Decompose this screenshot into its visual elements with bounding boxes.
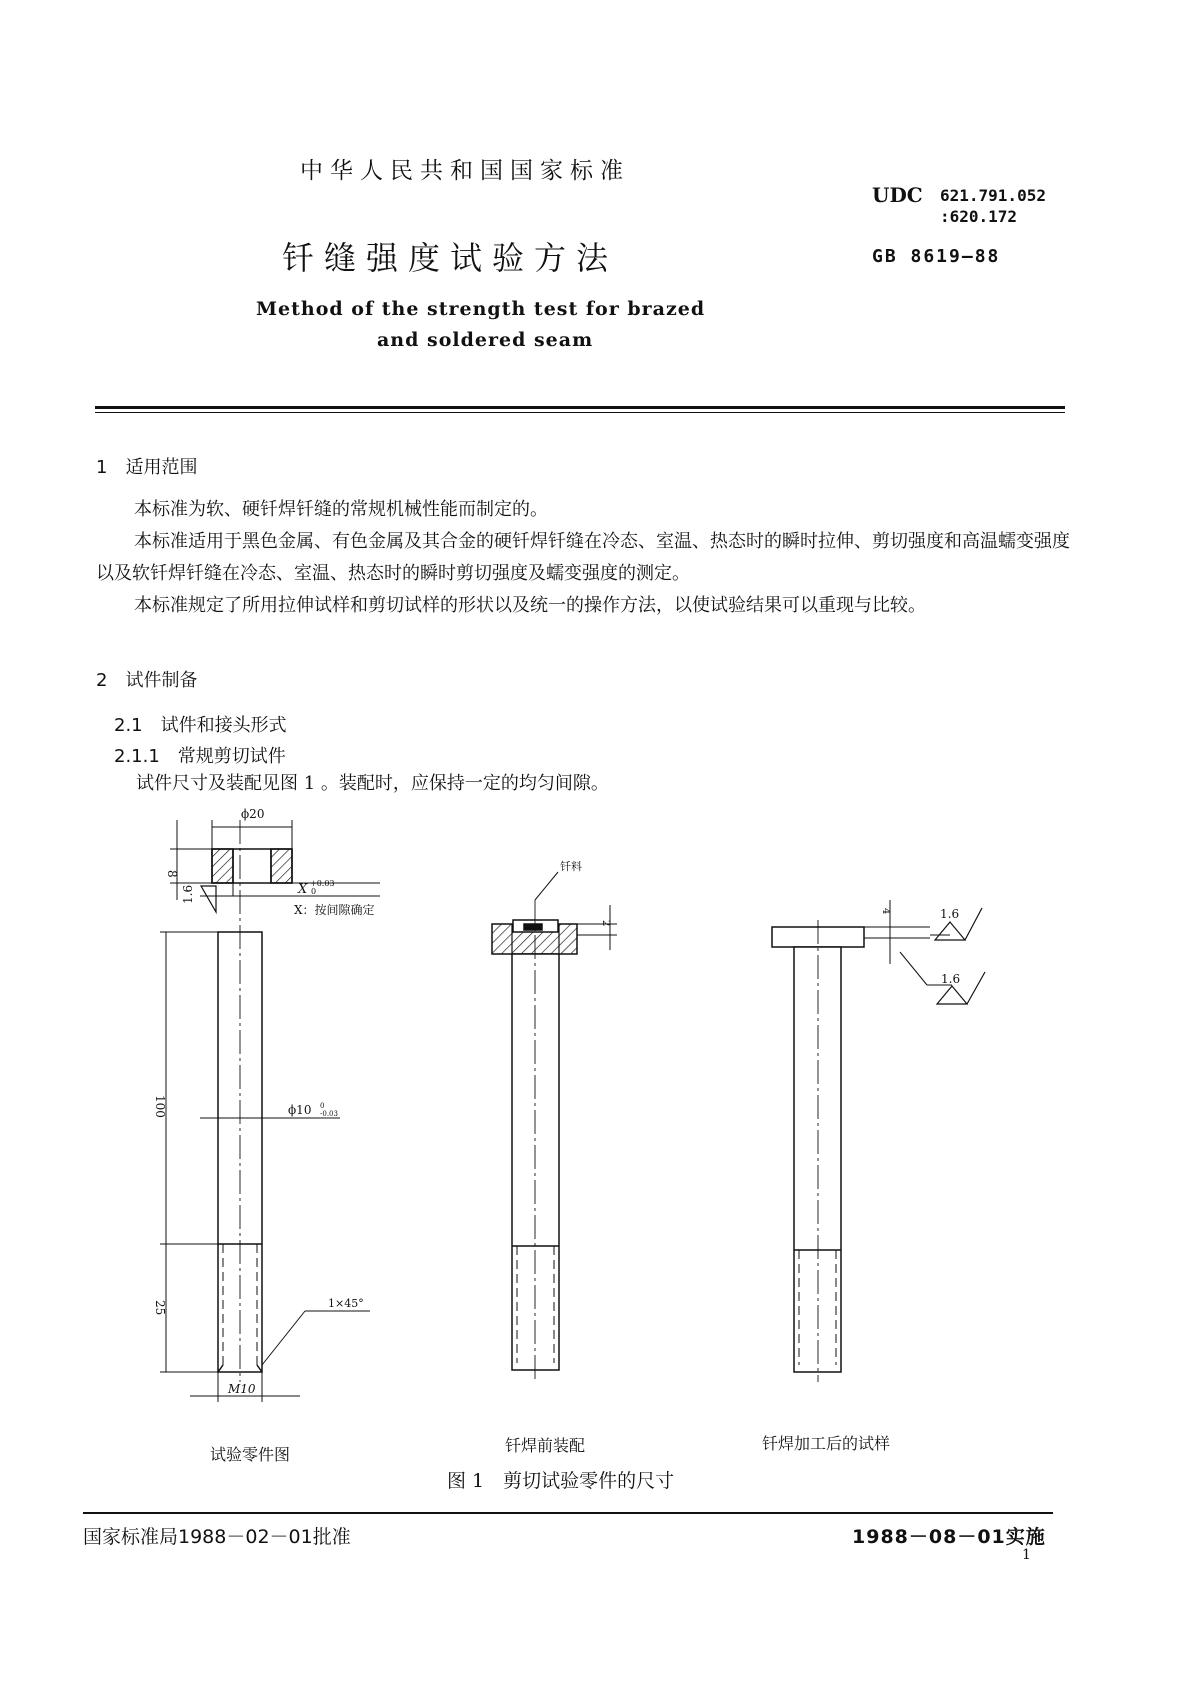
- cap-hatch-right: [271, 849, 292, 883]
- section-2-1-title: 2.1 试件和接头形式: [114, 715, 287, 736]
- udc-code-line1: 621.791.052: [940, 186, 1046, 205]
- label-dim-8: 8: [165, 870, 179, 878]
- roughness-mark-icon: [201, 886, 216, 912]
- footer-rule: [83, 1512, 1053, 1514]
- shear-test-figure: [140, 800, 1040, 1420]
- caption-finished-specimen: 钎焊加工后的试样: [762, 1434, 891, 1453]
- roughness-mark-icon-1: [935, 922, 965, 940]
- udc-code-line2: :620.172: [940, 207, 1018, 226]
- label-tol-x-sub: 0: [311, 887, 317, 896]
- page-number: 1: [1022, 1547, 1031, 1563]
- label-chamfer: 1×45°: [328, 1297, 364, 1310]
- approval-date: 国家标准局1988－02－01批准: [83, 1526, 351, 1548]
- header-rule-thin: [95, 412, 1065, 413]
- section-1-paragraph-3: 本标准规定了所用拉伸试样和剪切试样的形状以及统一的操作方法，以使试验结果可以重现与比较。: [134, 595, 926, 616]
- figure-caption: 图 1 剪切试验零件的尺寸: [447, 1470, 675, 1492]
- header-rule-thick: [95, 406, 1065, 409]
- label-dim-2: 2: [600, 920, 611, 927]
- section-1-paragraph-1: 本标准为软、硬钎焊钎缝的常规机械性能而制定的。: [134, 499, 548, 520]
- label-dim-25: 25: [153, 1300, 167, 1316]
- label-roughness-2: 1.6: [941, 972, 961, 986]
- caption-assembly: 钎焊前装配: [505, 1436, 586, 1455]
- cap-hatch-left: [212, 849, 233, 883]
- section-1-title: 1 适用范围: [96, 457, 198, 478]
- roughness-mark-icon-2: [937, 986, 967, 1004]
- section-2-1-1-title: 2.1.1 常规剪切试件: [114, 746, 286, 767]
- section-2-1-1-text: 试件尺寸及装配见图 1 。装配时，应保持一定的均匀间隙。: [136, 773, 609, 794]
- filler-leader: [535, 872, 558, 900]
- label-filler-metal: 钎料: [560, 860, 582, 873]
- standard-name: 中华人民共和国国家标准: [300, 158, 630, 184]
- udc-label: UDC: [872, 183, 923, 207]
- assembly-shaft: [512, 954, 559, 1370]
- title-english-line2: and soldered seam: [377, 329, 594, 351]
- finished-shaft: [794, 947, 841, 1372]
- label-phi10: ϕ10: [288, 1103, 312, 1117]
- title-chinese: 钎缝强度试验方法: [282, 239, 619, 277]
- label-phi20: ϕ20: [241, 807, 265, 821]
- label-m10: M10: [228, 1382, 256, 1396]
- label-phi10-lower: -0.03: [320, 1110, 338, 1118]
- title-english-line1: Method of the strength test for brazed: [256, 298, 706, 320]
- section-2-title: 2 试件制备: [96, 670, 198, 691]
- label-dim-1-6: 1.6: [181, 884, 195, 904]
- label-dim-100: 100: [153, 1095, 167, 1118]
- implementation-date: 1988－08－01实施: [852, 1526, 1046, 1548]
- label-dim-4: 4: [880, 908, 891, 915]
- gb-number: GB 8619—88: [872, 246, 1001, 267]
- label-roughness-1: 1.6: [940, 907, 960, 921]
- label-phi10-upper: 0: [320, 1102, 325, 1110]
- caption-part-drawing: 试验零件图: [210, 1445, 291, 1464]
- label-tol-x: X: [298, 882, 308, 897]
- label-tol-x-sup: +0.03: [310, 879, 335, 888]
- label-x-note: X：按间隙确定: [294, 903, 375, 917]
- section-1-paragraph-2: 本标准适用于黑色金属、有色金属及其合金的硬钎焊钎缝在冷态、室温、热态时的瞬时拉伸、剪切强度和高温蠕变强度以及软钎焊钎缝在冷态、室温、热态时的瞬时剪切强度及蠕变强度的测定。: [96, 531, 1070, 584]
- assembly-drawing: [492, 872, 617, 1380]
